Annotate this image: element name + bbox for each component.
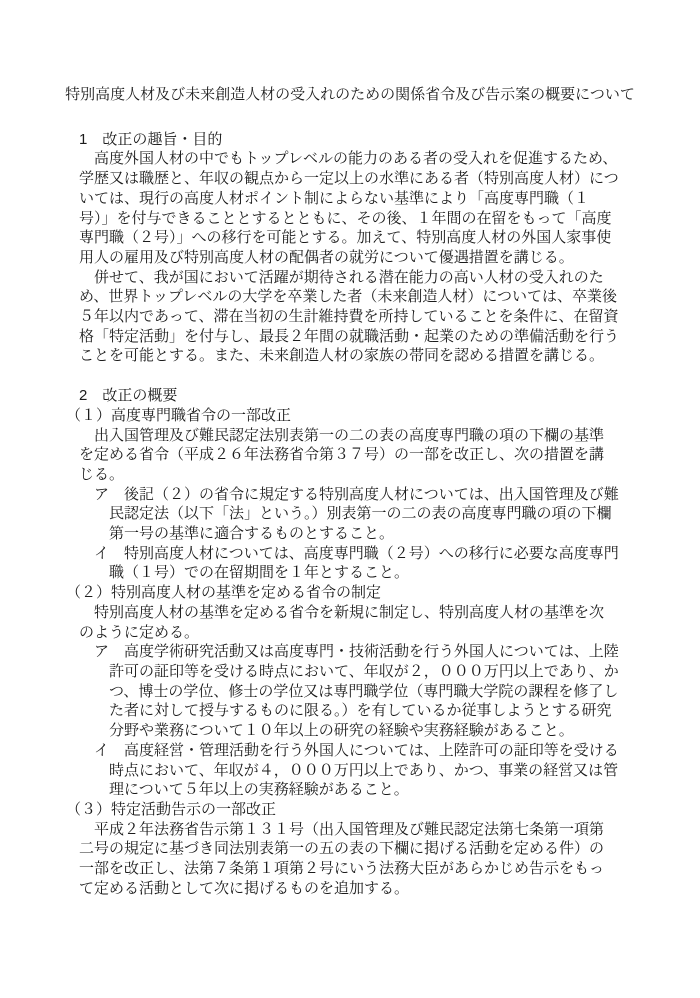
subsection-heading — [0, 583, 700, 603]
subsection-heading — [0, 406, 700, 426]
text-line: め、世界トップレベルの大学を卒業した者（未来創造人材）については、卒業後 — [79, 288, 618, 306]
text-line: （１）高度専門職省令の一部改正 — [66, 406, 292, 424]
text-line: つ、博士の学位、修士の学位又は専門職学位（専門職大学院の課程を修了し — [109, 682, 619, 700]
text-line: 平成２年法務省告示第１３１号（出入国管理及び難民認定法第七条第一項第 — [94, 820, 605, 838]
section-heading: 2 改正の概要 — [79, 387, 178, 405]
text-line: 号）」を付与できることとするとともに、その後、１年間の在留をもって「高度 — [79, 209, 612, 227]
text-line: 理について５年以上の実務経験があること。 — [109, 781, 409, 799]
section-overview — [0, 386, 700, 898]
text-line: 特別高度人材の基準を定める省令を新規に制定し、特別高度人材の基準を次 — [94, 603, 605, 621]
paragraph — [0, 603, 700, 642]
subsection-heading — [0, 800, 700, 820]
text-line: ア 高度学術研究活動又は高度専門・技術活動を行う外国人については、上陸 — [94, 643, 619, 661]
text-line: て定める活動として次に掲げるものを追加する。 — [79, 879, 410, 897]
outline-item-a — [0, 642, 700, 741]
outline-item-a — [0, 485, 700, 544]
outline-item-i — [0, 741, 700, 800]
text-line: 二号の規定に基づき同法別表第一の五の表の下欄に掲げる活動を定める件）の — [79, 840, 605, 858]
text-line: （２）特別高度人材の基準を定める省令の制定 — [66, 584, 382, 602]
paragraph — [0, 268, 700, 367]
text-line: （３）特定活動告示の一部改正 — [66, 800, 277, 818]
outline-item-i — [0, 544, 700, 583]
text-line: 用人の雇用及び特別高度人材の配偶者の就労について優遇措置を講じる。 — [79, 248, 574, 266]
text-line: 学歴又は職歴と、年収の観点から一定以上の水準にある者（特別高度人材）につ — [79, 170, 619, 188]
text-line: イ 高度経営・管理活動を行う外国人については、上陸許可の証印等を受ける — [94, 741, 619, 759]
text-line: 時点において、年収が４，０００万円以上であり、かつ、事業の経営又は管 — [109, 761, 619, 779]
document-title: 特別高度人材及び未来創造人材の受入れのための関係省令及び告示案の概要について — [65, 86, 635, 103]
text-line: 許可の証印等を受ける時点において、年収が２，０００万円以上であり、か — [109, 662, 619, 680]
text-line: 民認定法（以下「法」という。）別表第一の二の表の高度専門職の項の下欄 — [109, 505, 612, 523]
section-purpose — [0, 130, 700, 366]
text-line: を定める省令（平成２６年法務省令第３７号）の一部を改正し、次の措置を講 — [79, 446, 605, 464]
text-line: 職（１号）での在留期間を１年とすること。 — [109, 564, 410, 582]
text-line: 格「特定活動」を付与し、最長２年間の就職活動・起業のための準備活動を行う — [79, 327, 620, 345]
text-line: 高度外国人材の中でもトップレベルの能力のある者の受入れを促進するため、 — [94, 150, 618, 168]
paragraph — [0, 426, 700, 485]
text-line: じる。 — [79, 465, 125, 483]
text-line: ア 後記（２）の省令に規定する特別高度人材については、出入国管理及び難 — [94, 485, 619, 503]
text-line: 併せて、我が国において活躍が期待される潜在能力の高い人材の受入れのた — [94, 268, 604, 286]
text-line: ことを可能とする。また、未来創造人材の家族の帯同を認める措置を講じる。 — [79, 347, 605, 365]
text-line: 専門職（２号）」への移行を可能とする。加えて、特別高度人材の外国人家事使 — [79, 229, 612, 247]
paragraph — [0, 149, 700, 267]
text-line: た者に対して授与するものに限る。）を有しているか従事しようとする研究 — [109, 702, 612, 720]
text-line: イ 特別高度人材については、高度専門職（２号）への移行に必要な高度専門 — [94, 544, 619, 562]
text-line: 出入国管理及び難民認定法別表第一の二の表の高度専門職の項の下欄の基準 — [94, 426, 605, 444]
text-line: 第一号の基準に適合するものとすること。 — [109, 525, 395, 543]
text-line: 分野や業務について１０年以上の研究の経験や実務経験があること。 — [109, 722, 574, 740]
text-line: ５年以内であって、滞在当初の生計維持費を所持していることを条件に、在留資 — [79, 308, 619, 326]
text-line: のように定める。 — [79, 623, 200, 641]
section-heading: 1 改正の趣旨・目的 — [79, 130, 223, 148]
text-line: いては、現行の高度人材ポイント制によらない基準により「高度専門職（１ — [79, 189, 590, 207]
text-line: 一部を改正し、法第７条第１項第２号にいう法務大臣があらかじめ告示をもっ — [79, 860, 605, 878]
paragraph — [0, 820, 700, 899]
